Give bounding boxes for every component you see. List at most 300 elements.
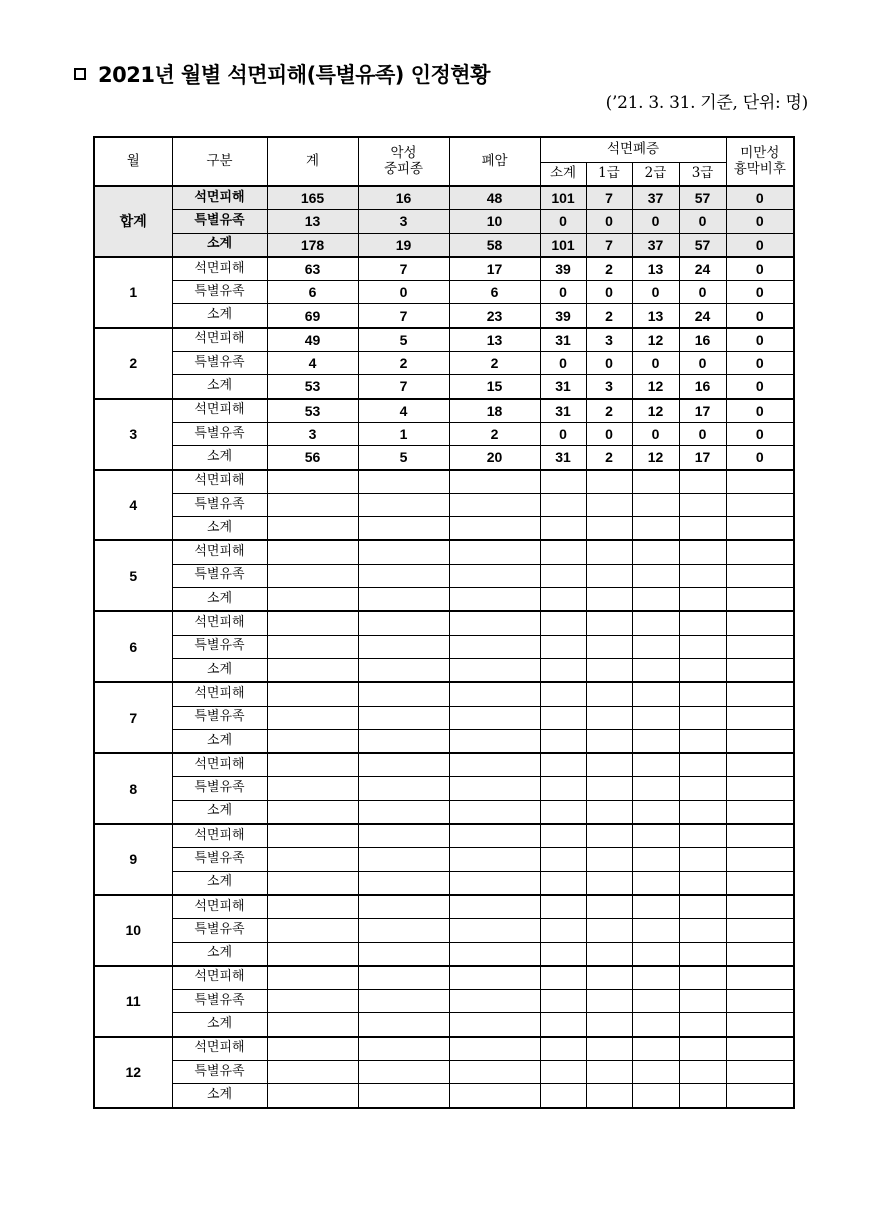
month-group xyxy=(94,682,794,753)
value-cell: 12 xyxy=(632,399,679,423)
value-cell xyxy=(726,848,794,871)
header-asbestosis-subtotal: 소계 xyxy=(540,163,586,187)
header-mesothelioma-line2: 중피종 xyxy=(383,160,424,177)
value-cell xyxy=(586,753,632,777)
value-cell xyxy=(679,895,726,919)
category-cell: 석면피해 xyxy=(172,611,267,635)
value-cell xyxy=(726,753,794,777)
value-cell: 12 xyxy=(632,375,679,399)
value-cell: 31 xyxy=(540,328,586,352)
value-cell xyxy=(540,1060,586,1083)
value-cell xyxy=(449,800,540,824)
value-cell xyxy=(267,729,358,753)
table-row xyxy=(94,777,794,800)
month-label: 12 xyxy=(94,1037,172,1108)
table-row xyxy=(94,470,794,494)
value-cell: 0 xyxy=(726,328,794,352)
value-cell: 2 xyxy=(586,399,632,423)
value-cell xyxy=(267,1060,358,1083)
value-cell: 13 xyxy=(632,304,679,328)
value-cell xyxy=(632,470,679,494)
category-cell: 석면피해 xyxy=(172,470,267,494)
value-cell: 7 xyxy=(358,304,449,328)
month-group xyxy=(94,328,794,399)
value-cell: 3 xyxy=(267,422,358,445)
value-cell xyxy=(679,753,726,777)
value-cell xyxy=(540,895,586,919)
value-cell xyxy=(449,966,540,990)
header-month: 월 xyxy=(94,137,172,186)
month-label: 10 xyxy=(94,895,172,966)
value-cell xyxy=(632,895,679,919)
value-cell xyxy=(540,800,586,824)
value-cell xyxy=(679,942,726,966)
value-cell xyxy=(679,919,726,942)
title-text: 2021년 월별 석면피해(특별유족) 인정현황 xyxy=(98,63,490,87)
value-cell: 10 xyxy=(449,210,540,233)
value-cell xyxy=(679,990,726,1013)
value-cell: 57 xyxy=(679,233,726,257)
value-cell xyxy=(632,564,679,587)
category-cell: 소계 xyxy=(172,942,267,966)
header-diffuse-pleural xyxy=(726,137,794,186)
category-cell: 소계 xyxy=(172,871,267,895)
value-cell xyxy=(267,824,358,848)
value-cell xyxy=(726,517,794,541)
month-label: 5 xyxy=(94,540,172,611)
value-cell: 165 xyxy=(267,186,358,210)
value-cell xyxy=(358,729,449,753)
value-cell xyxy=(449,895,540,919)
month-label: 11 xyxy=(94,966,172,1037)
table-row xyxy=(94,328,794,352)
month-group xyxy=(94,257,794,328)
value-cell xyxy=(449,990,540,1013)
value-cell xyxy=(540,729,586,753)
value-cell xyxy=(632,919,679,942)
value-cell: 19 xyxy=(358,233,449,257)
table-row xyxy=(94,517,794,541)
table-row xyxy=(94,446,794,470)
category-cell: 특별유족 xyxy=(172,422,267,445)
table-row xyxy=(94,281,794,304)
category-cell: 소계 xyxy=(172,658,267,682)
value-cell xyxy=(632,1013,679,1037)
category-cell: 특별유족 xyxy=(172,635,267,658)
header-mesothelioma xyxy=(358,137,449,186)
value-cell xyxy=(267,658,358,682)
value-cell xyxy=(586,942,632,966)
value-cell xyxy=(449,1060,540,1083)
value-cell xyxy=(449,1084,540,1108)
value-cell xyxy=(726,942,794,966)
value-cell xyxy=(632,658,679,682)
category-cell: 특별유족 xyxy=(172,493,267,516)
value-cell: 17 xyxy=(679,399,726,423)
value-cell xyxy=(449,824,540,848)
month-group xyxy=(94,1037,794,1108)
table-row xyxy=(94,1084,794,1108)
value-cell xyxy=(358,753,449,777)
value-cell xyxy=(726,635,794,658)
value-cell xyxy=(586,1037,632,1061)
value-cell xyxy=(267,517,358,541)
category-cell: 석면피해 xyxy=(172,186,267,210)
value-cell: 0 xyxy=(679,422,726,445)
value-cell xyxy=(586,635,632,658)
category-cell: 석면피해 xyxy=(172,540,267,564)
category-cell: 석면피해 xyxy=(172,399,267,423)
value-cell xyxy=(679,493,726,516)
value-cell: 0 xyxy=(726,233,794,257)
table-row xyxy=(94,895,794,919)
value-cell xyxy=(726,470,794,494)
value-cell: 31 xyxy=(540,399,586,423)
value-cell xyxy=(632,517,679,541)
value-cell: 4 xyxy=(358,399,449,423)
month-label: 4 xyxy=(94,470,172,541)
value-cell xyxy=(586,682,632,706)
month-group xyxy=(94,895,794,966)
value-cell xyxy=(267,777,358,800)
table-row xyxy=(94,682,794,706)
value-cell xyxy=(726,1037,794,1061)
category-cell: 소계 xyxy=(172,517,267,541)
value-cell xyxy=(267,706,358,729)
month-label: 8 xyxy=(94,753,172,824)
value-cell xyxy=(586,588,632,612)
value-cell xyxy=(540,777,586,800)
value-cell: 37 xyxy=(632,233,679,257)
value-cell: 101 xyxy=(540,233,586,257)
value-cell xyxy=(540,564,586,587)
category-cell: 석면피해 xyxy=(172,1037,267,1061)
value-cell xyxy=(540,540,586,564)
total-label: 합계 xyxy=(94,186,172,257)
value-cell xyxy=(267,540,358,564)
month-group xyxy=(94,966,794,1037)
value-cell xyxy=(726,729,794,753)
value-cell: 23 xyxy=(449,304,540,328)
value-cell xyxy=(267,895,358,919)
value-cell: 7 xyxy=(358,375,449,399)
value-cell xyxy=(358,800,449,824)
value-cell xyxy=(358,777,449,800)
value-cell xyxy=(586,800,632,824)
value-cell xyxy=(449,706,540,729)
value-cell xyxy=(540,706,586,729)
value-cell: 0 xyxy=(632,281,679,304)
value-cell xyxy=(540,871,586,895)
table-row xyxy=(94,848,794,871)
table-row xyxy=(94,611,794,635)
value-cell xyxy=(632,848,679,871)
value-cell: 7 xyxy=(586,233,632,257)
value-cell: 0 xyxy=(586,281,632,304)
category-cell: 석면피해 xyxy=(172,895,267,919)
value-cell: 0 xyxy=(679,210,726,233)
value-cell xyxy=(358,942,449,966)
value-cell xyxy=(449,493,540,516)
value-cell xyxy=(540,990,586,1013)
value-cell: 2 xyxy=(358,352,449,375)
table-row xyxy=(94,966,794,990)
value-cell xyxy=(449,848,540,871)
value-cell: 37 xyxy=(632,186,679,210)
value-cell xyxy=(632,800,679,824)
value-cell xyxy=(726,824,794,848)
value-cell: 0 xyxy=(726,210,794,233)
value-cell xyxy=(726,1013,794,1037)
value-cell: 2 xyxy=(586,446,632,470)
value-cell xyxy=(586,848,632,871)
value-cell: 0 xyxy=(726,352,794,375)
table-row xyxy=(94,186,794,210)
value-cell xyxy=(679,611,726,635)
value-cell xyxy=(449,564,540,587)
value-cell xyxy=(449,777,540,800)
value-cell xyxy=(358,611,449,635)
value-cell xyxy=(358,540,449,564)
value-cell xyxy=(632,493,679,516)
value-cell xyxy=(679,588,726,612)
value-cell xyxy=(267,564,358,587)
value-cell xyxy=(586,1060,632,1083)
value-cell: 0 xyxy=(358,281,449,304)
value-cell xyxy=(267,588,358,612)
table-row xyxy=(94,375,794,399)
value-cell xyxy=(267,1013,358,1037)
header-diffuse-line1: 미만성 xyxy=(740,144,780,161)
value-cell xyxy=(632,729,679,753)
value-cell: 0 xyxy=(540,281,586,304)
value-cell: 0 xyxy=(726,375,794,399)
category-cell: 특별유족 xyxy=(172,1060,267,1083)
value-cell: 2 xyxy=(586,257,632,281)
month-label: 9 xyxy=(94,824,172,895)
value-cell xyxy=(679,635,726,658)
value-cell: 39 xyxy=(540,257,586,281)
value-cell xyxy=(540,753,586,777)
category-cell: 특별유족 xyxy=(172,848,267,871)
value-cell xyxy=(267,470,358,494)
checkbox-bullet-icon xyxy=(74,68,86,80)
header-diffuse-line2: 흉막비후 xyxy=(733,160,786,177)
value-cell xyxy=(586,871,632,895)
value-cell xyxy=(358,493,449,516)
value-cell xyxy=(267,990,358,1013)
value-cell: 0 xyxy=(726,399,794,423)
value-cell: 63 xyxy=(267,257,358,281)
value-cell xyxy=(726,493,794,516)
value-cell xyxy=(540,682,586,706)
value-cell xyxy=(586,1084,632,1108)
value-cell xyxy=(358,966,449,990)
value-cell: 0 xyxy=(726,186,794,210)
value-cell xyxy=(358,1037,449,1061)
value-cell xyxy=(449,517,540,541)
value-cell xyxy=(449,540,540,564)
value-cell xyxy=(586,658,632,682)
value-cell: 4 xyxy=(267,352,358,375)
value-cell xyxy=(540,1084,586,1108)
value-cell xyxy=(679,682,726,706)
value-cell xyxy=(679,824,726,848)
table-row xyxy=(94,871,794,895)
value-cell xyxy=(358,635,449,658)
value-cell xyxy=(358,895,449,919)
table-row xyxy=(94,1037,794,1061)
value-cell xyxy=(540,1013,586,1037)
value-cell xyxy=(632,611,679,635)
table-row xyxy=(94,729,794,753)
table-row xyxy=(94,564,794,587)
value-cell xyxy=(358,1084,449,1108)
value-cell xyxy=(586,919,632,942)
value-cell: 16 xyxy=(679,328,726,352)
value-cell xyxy=(358,517,449,541)
category-cell: 특별유족 xyxy=(172,352,267,375)
table-row xyxy=(94,635,794,658)
page-title xyxy=(74,58,490,90)
value-cell: 49 xyxy=(267,328,358,352)
value-cell xyxy=(449,871,540,895)
value-cell: 0 xyxy=(586,210,632,233)
value-cell xyxy=(449,753,540,777)
value-cell: 3 xyxy=(358,210,449,233)
value-cell xyxy=(679,777,726,800)
value-cell: 0 xyxy=(632,210,679,233)
category-cell: 소계 xyxy=(172,1084,267,1108)
value-cell xyxy=(540,635,586,658)
category-cell: 석면피해 xyxy=(172,824,267,848)
value-cell: 6 xyxy=(449,281,540,304)
table-row xyxy=(94,210,794,233)
value-cell: 17 xyxy=(679,446,726,470)
table-row xyxy=(94,658,794,682)
value-cell: 56 xyxy=(267,446,358,470)
value-cell: 0 xyxy=(586,422,632,445)
value-cell: 101 xyxy=(540,186,586,210)
value-cell: 0 xyxy=(586,352,632,375)
value-cell xyxy=(726,800,794,824)
value-cell xyxy=(540,493,586,516)
month-group xyxy=(94,824,794,895)
header-category: 구분 xyxy=(172,137,267,186)
value-cell xyxy=(632,706,679,729)
category-cell: 특별유족 xyxy=(172,564,267,587)
value-cell: 58 xyxy=(449,233,540,257)
category-cell: 석면피해 xyxy=(172,682,267,706)
value-cell: 12 xyxy=(632,446,679,470)
value-cell xyxy=(586,824,632,848)
value-cell: 5 xyxy=(358,328,449,352)
value-cell: 5 xyxy=(358,446,449,470)
value-cell xyxy=(679,658,726,682)
value-cell xyxy=(632,753,679,777)
value-cell: 3 xyxy=(586,328,632,352)
table-row xyxy=(94,990,794,1013)
value-cell xyxy=(726,588,794,612)
value-cell xyxy=(726,895,794,919)
value-cell xyxy=(726,540,794,564)
value-cell xyxy=(586,493,632,516)
value-cell xyxy=(632,871,679,895)
value-cell xyxy=(586,706,632,729)
value-cell: 17 xyxy=(449,257,540,281)
value-cell xyxy=(679,706,726,729)
category-cell: 특별유족 xyxy=(172,777,267,800)
value-cell xyxy=(449,1013,540,1037)
value-cell xyxy=(358,1060,449,1083)
value-cell xyxy=(679,470,726,494)
value-cell xyxy=(726,706,794,729)
value-cell xyxy=(267,753,358,777)
month-label: 1 xyxy=(94,257,172,328)
value-cell xyxy=(586,470,632,494)
month-group xyxy=(94,540,794,611)
value-cell xyxy=(540,942,586,966)
value-cell xyxy=(679,517,726,541)
category-cell: 석면피해 xyxy=(172,966,267,990)
value-cell: 1 xyxy=(358,422,449,445)
table-row xyxy=(94,233,794,257)
value-cell: 18 xyxy=(449,399,540,423)
value-cell xyxy=(358,588,449,612)
value-cell: 69 xyxy=(267,304,358,328)
value-cell xyxy=(540,470,586,494)
value-cell xyxy=(679,540,726,564)
table-row xyxy=(94,1013,794,1037)
value-cell xyxy=(632,942,679,966)
category-cell: 소계 xyxy=(172,1013,267,1037)
value-cell xyxy=(679,966,726,990)
category-cell: 특별유족 xyxy=(172,281,267,304)
value-cell xyxy=(679,848,726,871)
value-cell xyxy=(267,848,358,871)
value-cell xyxy=(540,611,586,635)
category-cell: 특별유족 xyxy=(172,990,267,1013)
value-cell: 31 xyxy=(540,375,586,399)
header-mesothelioma-line1: 악성 xyxy=(390,144,417,161)
table-row xyxy=(94,800,794,824)
value-cell: 0 xyxy=(632,422,679,445)
value-cell xyxy=(267,919,358,942)
value-cell: 2 xyxy=(449,352,540,375)
value-cell xyxy=(632,1037,679,1061)
value-cell xyxy=(358,658,449,682)
value-cell: 178 xyxy=(267,233,358,257)
category-cell: 특별유족 xyxy=(172,919,267,942)
header-asbestosis: 석면폐증 xyxy=(540,137,726,163)
value-cell xyxy=(586,540,632,564)
value-cell xyxy=(632,540,679,564)
value-cell xyxy=(540,1037,586,1061)
recognition-status-table xyxy=(93,136,795,1109)
table-header xyxy=(94,137,794,186)
value-cell: 0 xyxy=(726,304,794,328)
month-label: 6 xyxy=(94,611,172,682)
value-cell xyxy=(586,990,632,1013)
table-row xyxy=(94,753,794,777)
category-cell: 석면피해 xyxy=(172,753,267,777)
value-cell xyxy=(632,635,679,658)
value-cell xyxy=(358,1013,449,1037)
table-row xyxy=(94,540,794,564)
header-total: 계 xyxy=(267,137,358,186)
value-cell: 31 xyxy=(540,446,586,470)
value-cell: 0 xyxy=(726,257,794,281)
